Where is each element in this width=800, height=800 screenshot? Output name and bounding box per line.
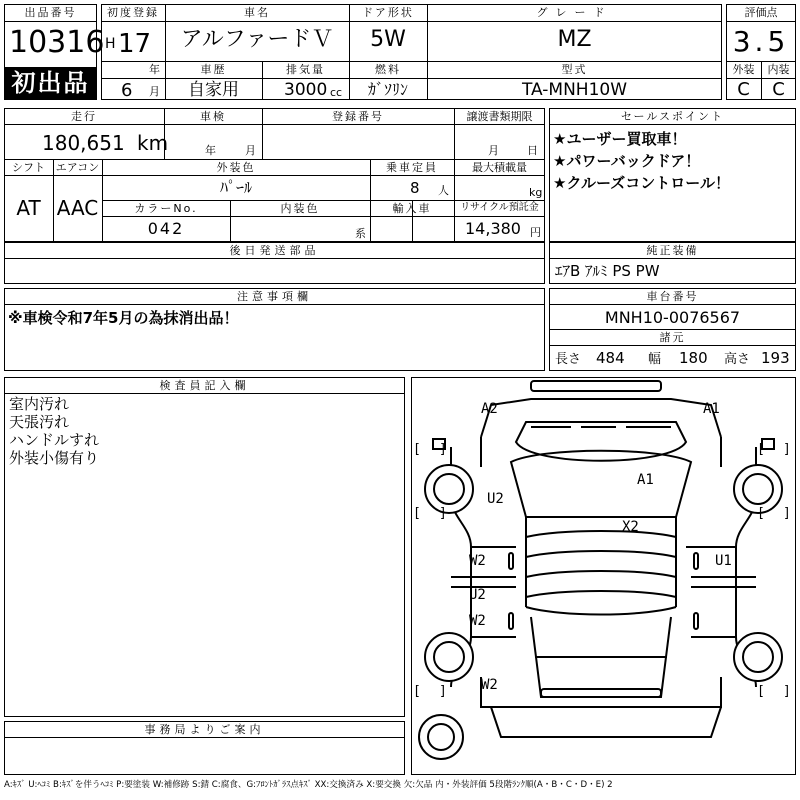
car-name: アルファードＶ: [180, 27, 334, 52]
damage-mark: W2: [469, 553, 486, 569]
load-unit: kg: [529, 186, 543, 199]
caution-label: 注意事項欄: [237, 290, 312, 303]
shift-label: シフト: [12, 161, 45, 174]
seats-label: 乗車定員: [386, 161, 438, 174]
door-label: ドア形状: [362, 6, 414, 19]
transfer-month-unit: 月: [488, 144, 499, 157]
inspection-year-unit: 年: [205, 144, 216, 157]
sales-point-2: ★パワーバックドア！: [553, 152, 701, 170]
height-label: 高さ: [724, 352, 751, 367]
lot-number-label: 出品番号: [24, 6, 77, 19]
ext-color: ﾊﾟｰﾙ: [219, 178, 252, 197]
damage-mark: U1: [715, 553, 732, 569]
mileage-unit: km: [137, 131, 169, 155]
history-label: 車歴: [200, 63, 227, 76]
damage-mark: A1: [637, 472, 654, 488]
height: 193: [761, 349, 790, 367]
svg-text:]: ]: [783, 442, 791, 457]
seats: 8: [410, 179, 420, 197]
length: 484: [596, 349, 625, 367]
chassis-number: MNH10-0076567: [604, 308, 741, 327]
inspection-month-unit: 月: [245, 144, 256, 157]
inspector-note-2: 天張汚れ: [9, 413, 70, 431]
svg-text:]: ]: [783, 684, 791, 699]
ac: AAC: [56, 196, 99, 220]
svg-text:[: [: [413, 506, 421, 521]
transfer-label: 譲渡書類期限: [466, 110, 533, 123]
damage-mark: A1: [703, 401, 720, 417]
equipment-list: ｴｱB ｱﾙﾐ PS PW: [555, 262, 660, 280]
inspector-note-3: ハンドルすれ: [9, 431, 100, 449]
model-code: TA-MNH10W: [521, 80, 628, 100]
later-parts-label: 後日発送部品: [229, 244, 320, 257]
interior-label: 内装: [767, 63, 790, 76]
load-label: 最大積載量: [472, 161, 527, 174]
displacement: 3000: [284, 80, 328, 100]
svg-text:]: ]: [439, 442, 447, 457]
shift: AT: [16, 196, 41, 220]
color-no-label: カラーNo.: [134, 202, 198, 215]
car-damage-diagram: [411, 377, 796, 775]
reg-year: 17: [118, 29, 152, 59]
grade-label: グレード: [536, 6, 613, 19]
exterior-label: 外装: [732, 63, 755, 76]
damage-mark: W2: [481, 677, 498, 693]
mileage-label: 走行: [71, 110, 97, 123]
reg-month: 6: [121, 80, 133, 101]
ext-color-label: 外装色: [216, 161, 256, 174]
car-name-label: 車名: [244, 6, 270, 19]
month-unit: 月: [149, 85, 160, 98]
dims-label: 諸元: [659, 331, 686, 344]
ac-label: エアコン: [55, 161, 100, 174]
score-label: 評価点: [744, 6, 778, 19]
svg-text:]: ]: [783, 506, 791, 521]
import-label: 輸入車: [392, 202, 432, 215]
damage-mark: U2: [487, 491, 504, 507]
inspector-note-1: 室内汚れ: [9, 395, 70, 413]
lot-number: 10316: [9, 25, 105, 60]
svg-text:[: [: [413, 684, 421, 699]
score: 3.5: [732, 25, 790, 58]
sales-point-1: ★ユーザー買取車！: [553, 130, 687, 148]
svg-text:[: [: [413, 442, 421, 457]
first-reg-label: 初度登録: [107, 6, 159, 19]
fuel: ｶﾞｿﾘﾝ: [367, 80, 408, 99]
int-color-suffix: 系: [355, 227, 366, 240]
fuel-label: 燃料: [375, 63, 401, 76]
displacement-unit: cc: [330, 86, 343, 99]
year-unit: 年: [149, 63, 160, 76]
length-label: 長さ: [555, 352, 582, 367]
displacement-label: 排気量: [286, 63, 325, 76]
mileage: 180,651: [42, 131, 125, 155]
recycle-label: リサイクル預託金: [460, 202, 539, 213]
plate-label: 登録番号: [332, 110, 384, 123]
inspection-label: 車検: [200, 110, 226, 123]
svg-text:]: ]: [439, 506, 447, 521]
svg-text:[: [: [757, 684, 765, 699]
office-label: 事務局よりご案内: [144, 723, 265, 736]
equipment-label: 純正装備: [646, 244, 699, 257]
damage-mark: W2: [469, 613, 486, 629]
grade: MZ: [557, 27, 592, 52]
svg-text:[: [: [757, 442, 765, 457]
width-label: 幅: [648, 352, 662, 367]
recycle-fee: 14,380: [465, 219, 521, 238]
int-color-label: 内装色: [280, 202, 320, 215]
inspector-note-4: 外装小傷有り: [9, 449, 100, 467]
first-listing-badge: 初出品: [5, 67, 96, 99]
interior-grade: C: [772, 79, 785, 100]
car-outline-icon: [411, 377, 796, 775]
seats-unit: 人: [438, 184, 449, 197]
damage-mark: U2: [469, 587, 486, 603]
svg-text:]: ]: [439, 684, 447, 699]
sales-points-label: セールスポイント: [620, 110, 724, 123]
recycle-unit: 円: [530, 226, 541, 239]
exterior-grade: C: [737, 79, 750, 100]
sales-point-3: ★クルーズコントロール！: [553, 174, 730, 192]
color-no: 042: [147, 219, 185, 238]
door-shape: 5W: [370, 27, 406, 52]
damage-mark: X2: [622, 519, 639, 535]
width: 180: [679, 349, 708, 367]
damage-mark: A2: [481, 401, 498, 417]
caution-text: ※車検令和7年5月の為抹消出品！: [8, 309, 239, 327]
chassis-label: 車台番号: [646, 290, 699, 303]
inspector-label: 検査員記入欄: [159, 379, 250, 392]
era-letter: H: [105, 36, 116, 52]
model-label: 型式: [561, 63, 588, 76]
transfer-day-unit: 日: [527, 144, 538, 157]
legend-text: A:ｷｽﾞ U:ﾍｺﾐ B:ｷｽﾞを伴うﾍｺﾐ P:要塗装 W:補修跡 S:錆 C:腐食、G:ﾌﾛﾝﾄｶﾞﾗｽ点ｷｽﾞ XX:交換済み X:要交換 欠:欠品 内・外装評価 5段階ﾗﾝｸ順(A・B・C・D・E) 2: [4, 780, 613, 790]
history: 自家用: [188, 80, 239, 100]
svg-text:[: [: [757, 506, 765, 521]
